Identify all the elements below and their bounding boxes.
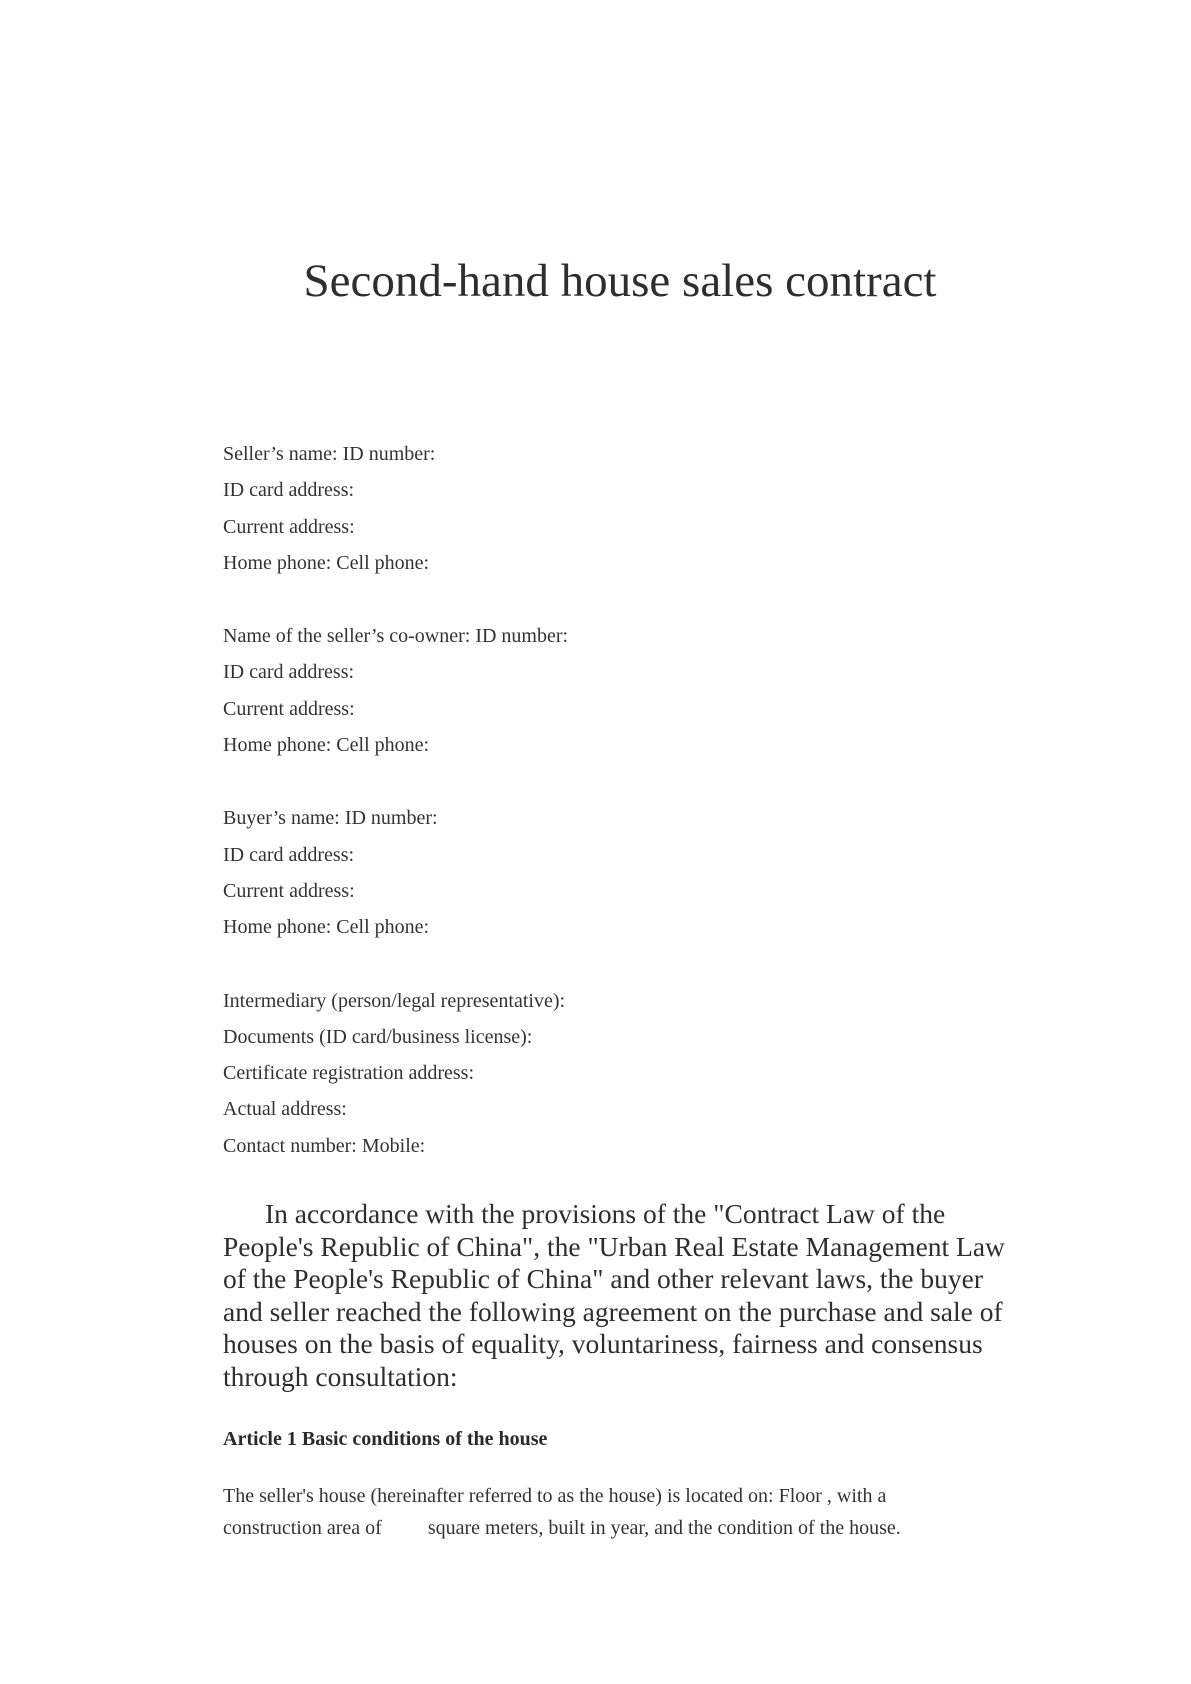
seller-current-address-line: Current address:	[223, 515, 355, 538]
intermediary-section	[223, 983, 1023, 1164]
seller-name-line: Seller’s name: ID number:	[223, 443, 436, 465]
intermediary-registration-address-line: Certificate registration address:	[223, 1062, 475, 1085]
buyer-phone-line: Home phone: Cell phone:	[223, 916, 430, 939]
seller-id-address-line: ID card address:	[223, 479, 355, 502]
article-1-body	[223, 1480, 983, 1544]
article-1-heading: Article 1 Basic conditions of the house	[223, 1428, 548, 1450]
co-owner-id-address-line: ID card address:	[223, 661, 355, 684]
page-title: Second-hand house sales contract	[303, 255, 937, 307]
buyer-name-line: Buyer’s name: ID number:	[223, 807, 438, 830]
intro-paragraph: In accordance with the provisions of the "Contract Law of the People's Republic of China", the "Urban Real Estate Management Law of the People's Republic of China" and other relevant laws, the buyer and seller reached the following agreement on the purchase and sale of houses on the basis of equality, voluntariness, fairness and consensus through consultation:	[223, 1198, 1005, 1392]
co-owner-phone-line: Home phone: Cell phone:	[223, 734, 430, 757]
co-owner-section	[223, 618, 1023, 763]
article-1-body-part1: The seller's house (hereinafter referred to as the house) is located on: Floor , with a construction area of	[223, 1485, 887, 1539]
co-owner-name-line: Name of the seller’s co-owner: ID number:	[223, 625, 569, 648]
intermediary-documents-line: Documents (ID card/business license):	[223, 1025, 533, 1048]
buyer-section	[223, 800, 1023, 945]
buyer-current-address-line: Current address:	[223, 879, 355, 902]
intermediary-contact-line: Contact number: Mobile:	[223, 1134, 426, 1157]
party-fields	[223, 436, 1023, 1201]
co-owner-current-address-line: Current address:	[223, 697, 355, 720]
intermediary-actual-address-line: Actual address:	[223, 1098, 347, 1121]
buyer-id-address-line: ID card address:	[223, 843, 355, 866]
seller-phone-line: Home phone: Cell phone:	[223, 551, 430, 574]
article-1-body-part2: square meters, built in year, and the condition of the house.	[427, 1517, 901, 1539]
intermediary-name-line: Intermediary (person/legal representative):	[223, 989, 566, 1012]
seller-section	[223, 436, 1023, 581]
